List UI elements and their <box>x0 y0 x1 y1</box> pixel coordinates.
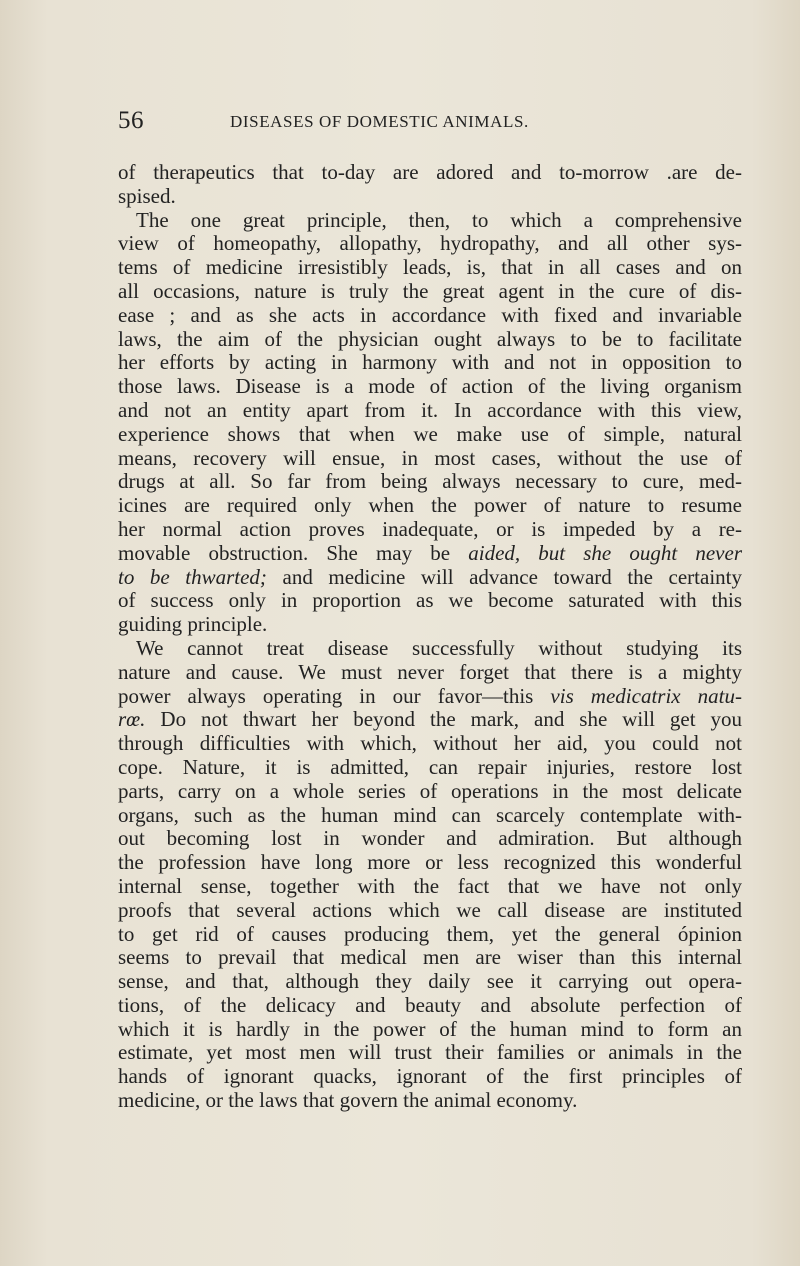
text-segment: movable obstruction. She may be <box>118 540 451 565</box>
text-line: We cannot treat disease successfully without studying its <box>136 635 742 660</box>
text-line: medicine, or the laws that govern the animal economy. <box>118 1088 578 1113</box>
text-segment: Do not thwart her beyond the mark, and she will get you <box>145 707 742 732</box>
text-line <box>118 542 742 566</box>
text-line: experience shows that when we make use of simple, natural <box>118 421 742 446</box>
text-line: parts, carry on a whole series of operations in the most delicate <box>118 778 742 803</box>
text-line: laws, the aim of the physician ought always to be to facilitate <box>118 326 742 351</box>
text-line: her normal action proves inadequate, or is impeded by a re- <box>118 516 742 541</box>
text-line: internal sense, together with the fact that we have not only <box>118 873 742 898</box>
text-line: through difficulties with which, without her aid, you could not <box>118 731 742 756</box>
text-line: tions, of the delicacy and beauty and absolute perfection of <box>118 992 742 1017</box>
text-line: of success only in proportion as we become saturated with this <box>118 588 742 613</box>
text-line: tems of medicine irresistibly leads, is, that in all cases and on <box>118 255 742 280</box>
text-line: all occasions, nature is truly the great agent in the cure of dis- <box>118 278 742 303</box>
italic-phrase: vis medicatrix natu- <box>550 683 742 708</box>
text-line: spised. <box>118 183 176 208</box>
text-line: guiding principle. <box>118 612 268 637</box>
running-title: DISEASES OF DOMESTIC ANIMALS. <box>230 112 529 131</box>
text-line: The one great principle, then, to which a comprehensive <box>136 207 742 232</box>
page-number: 56 <box>118 107 144 134</box>
text-line: to get rid of causes producing them, yet the general ópinion <box>118 921 742 946</box>
text-line: cope. Nature, it is admitted, can repair injuries, restore lost <box>118 754 742 779</box>
text-line: which it is hardly in the power of the human mind to form an <box>118 1016 742 1041</box>
italic-phrase: rœ. <box>118 707 146 732</box>
text-line: and not an entity apart from it. In accordance with this view, <box>118 397 742 422</box>
text-line <box>118 566 742 590</box>
text-line: of therapeutics that to-day are adored and to-morrow .are de- <box>118 160 742 184</box>
text-line: means, recovery will ensue, in most cases, without the use of <box>118 445 742 470</box>
text-line <box>118 685 742 709</box>
text-line <box>118 708 742 732</box>
text-line: sense, and that, although they daily see it carrying out opera- <box>118 969 742 994</box>
text-line: ease ; and as she acts in accordance with fixed and invariable <box>118 302 742 327</box>
page-header <box>118 106 738 136</box>
italic-phrase: to be thwarted; <box>118 564 267 589</box>
text-line: nature and cause. We must never forget that there is a mighty <box>118 659 742 684</box>
text-line: icines are required only when the power of nature to resume <box>118 493 742 518</box>
text-line: organs, such as the human mind can scarcely contemplate with- <box>118 802 742 827</box>
text-segment: power always operating in our favor—this <box>118 683 534 708</box>
text-segment: and medicine will advance toward the certainty <box>266 564 742 589</box>
text-line: view of homeopathy, allopathy, hydropathy, and all other sys- <box>118 231 742 256</box>
body-text <box>118 161 742 1113</box>
text-line: drugs at all. So far from being always necessary to cure, med- <box>118 469 742 494</box>
text-line: seems to prevail that medical men are wiser than this internal <box>118 945 742 970</box>
text-line: the profession have long more or less recognized this wonderful <box>118 850 742 875</box>
text-line: hands of ignorant quacks, ignorant of the first principles of <box>118 1064 742 1089</box>
text-line: proofs that several actions which we call disease are instituted <box>118 897 742 922</box>
text-line: her efforts by acting in harmony with and not in opposition to <box>118 350 742 375</box>
text-line: estimate, yet most men will trust their families or animals in the <box>118 1040 742 1065</box>
italic-phrase: aided, but she ought never <box>468 540 742 565</box>
text-line: those laws. Disease is a mode of action of the living organism <box>118 374 742 399</box>
text-line: out becoming lost in wonder and admiration. But although <box>118 826 742 851</box>
